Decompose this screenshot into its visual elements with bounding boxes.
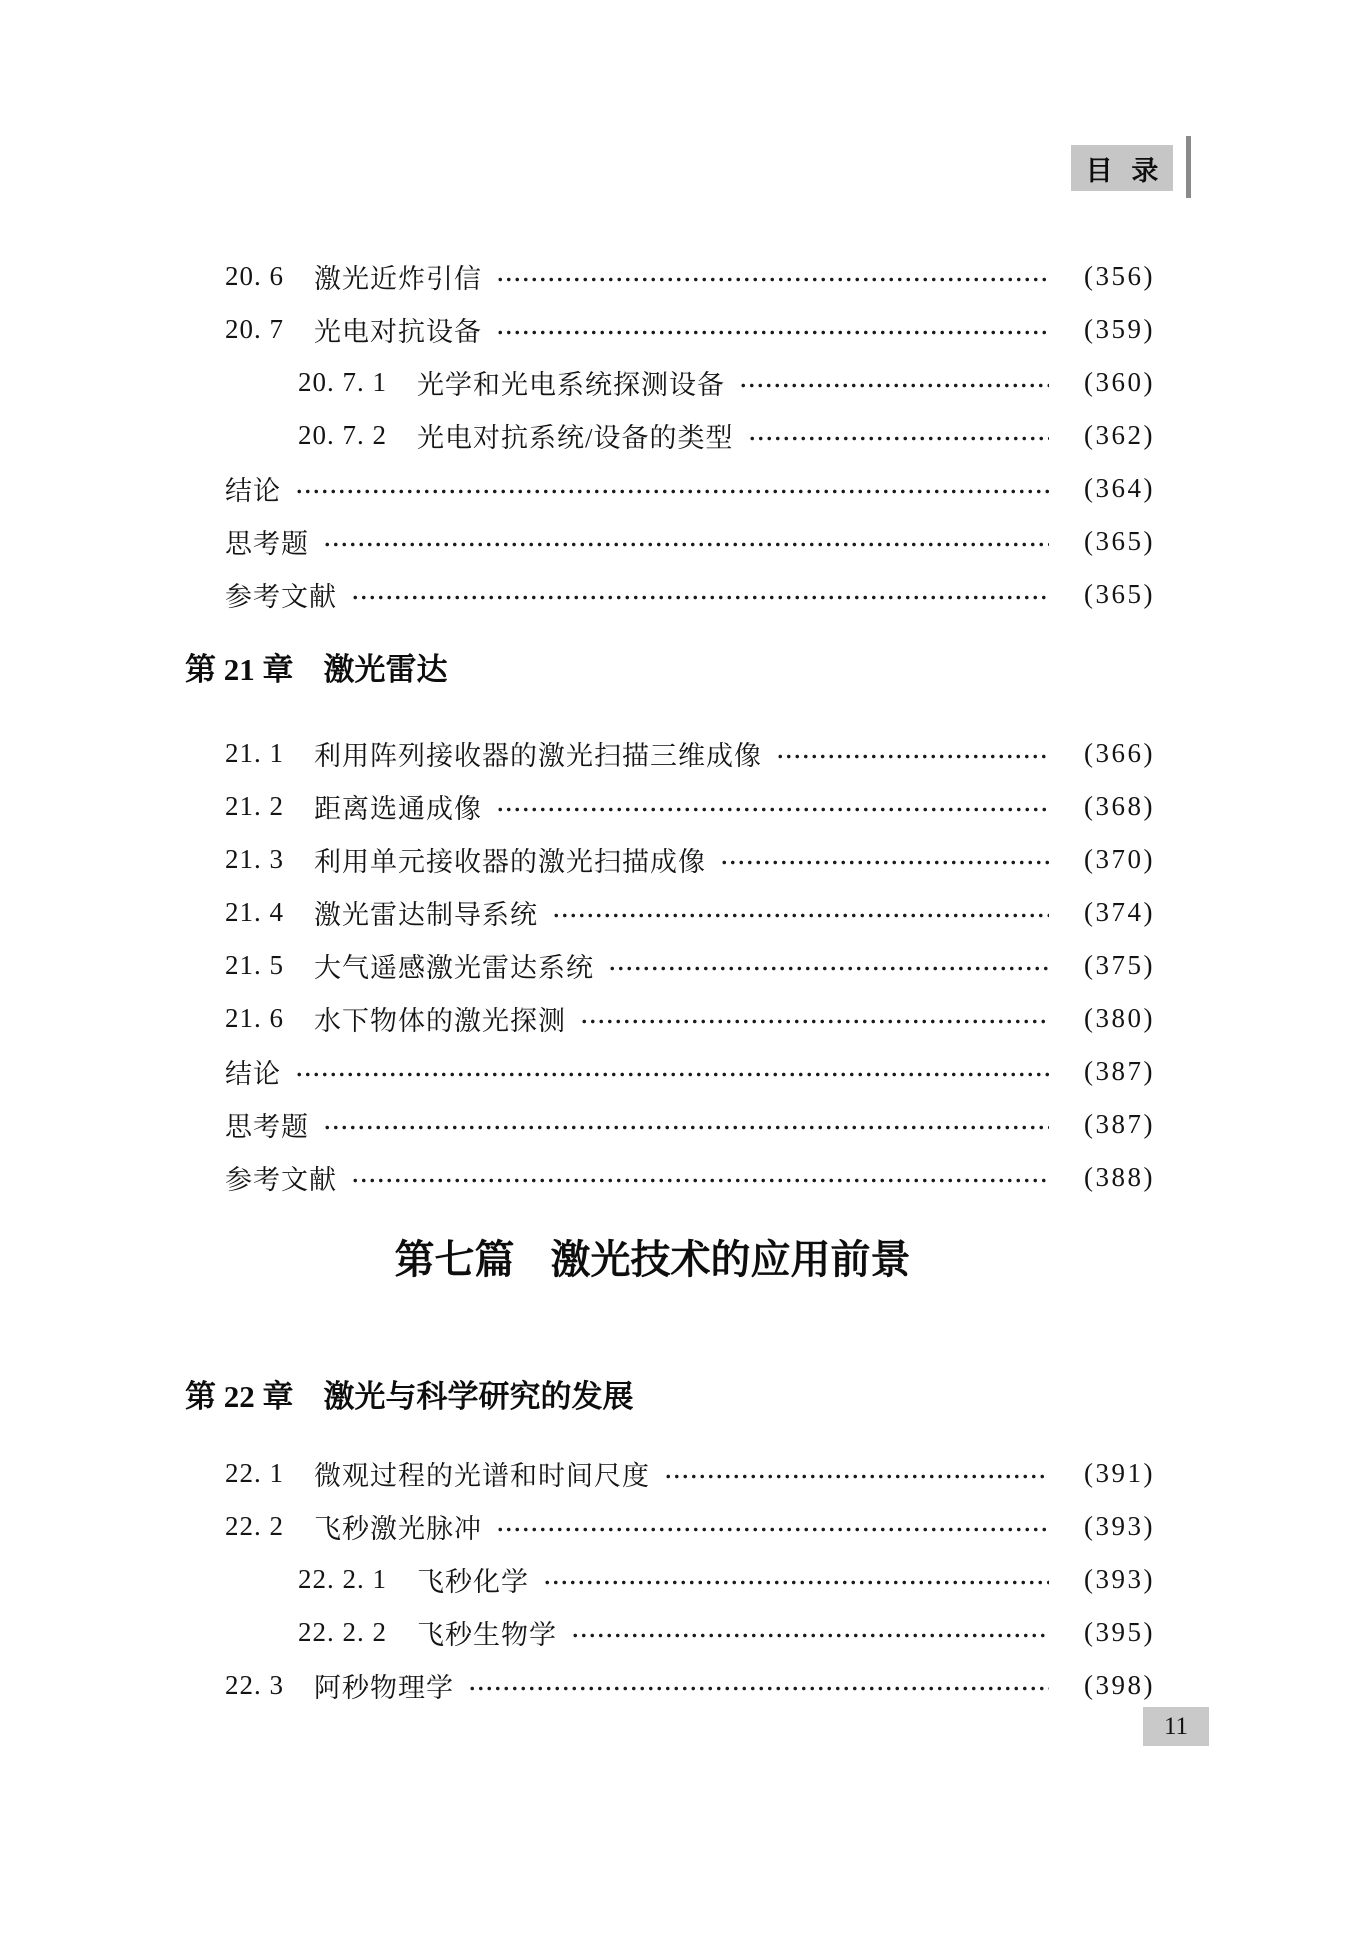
- entry-title: 飞秒激光脉冲: [314, 1514, 482, 1544]
- entry-page-number: (362): [1084, 420, 1155, 450]
- entry-title: 参考文献: [225, 582, 337, 612]
- entry-page-number: (393): [1084, 1564, 1155, 1594]
- toc-entry: [150, 1659, 1155, 1712]
- entry-page-number: (374): [1084, 897, 1155, 927]
- entry-title: 飞秒生物学: [417, 1620, 557, 1650]
- toc-entry: [150, 727, 1155, 780]
- entry-number: 22. 3: [225, 1670, 284, 1700]
- entry-title: 结论: [225, 476, 281, 506]
- entry-page-number: (395): [1084, 1617, 1155, 1647]
- entry-title: 飞秒化学: [417, 1567, 529, 1597]
- dot-leader-line: [351, 1178, 1049, 1183]
- entry-number: 22. 2: [225, 1511, 284, 1541]
- entry-number: 21. 1: [225, 738, 284, 768]
- entry-title: 距离选通成像: [314, 794, 482, 824]
- toc-entry: [150, 568, 1155, 621]
- dot-leader-line: [496, 1527, 1049, 1532]
- chapter-label: 第 21 章: [185, 651, 294, 687]
- chapter-heading: [150, 645, 1155, 687]
- entry-page-number: (365): [1084, 579, 1155, 609]
- entry-number: 20. 7. 2: [298, 420, 387, 450]
- entry-title: 光学和光电系统探测设备: [417, 370, 725, 400]
- dot-leader-line: [351, 595, 1049, 600]
- entry-number: 20. 6: [225, 261, 284, 291]
- entry-title: 思考题: [225, 529, 309, 559]
- entry-title: 光电对抗设备: [314, 317, 482, 347]
- entry-title: 思考题: [225, 1112, 309, 1142]
- toc-entry: [150, 462, 1155, 515]
- entry-number: 20. 7. 1: [298, 367, 387, 397]
- dot-leader-line: [468, 1686, 1049, 1691]
- toc-entry: [150, 780, 1155, 833]
- dot-leader-line: [580, 1019, 1049, 1024]
- entry-number: 21. 5: [225, 950, 284, 980]
- entry-page-number: (398): [1084, 1670, 1155, 1700]
- toc-entry: [150, 992, 1155, 1045]
- chapter-title: 激光与科学研究的发展: [323, 1378, 634, 1414]
- dot-leader-line: [608, 966, 1049, 971]
- toc-entry: [150, 1045, 1155, 1098]
- toc-entry: [150, 515, 1155, 568]
- toc-content: [150, 250, 1155, 1712]
- entry-number: 20. 7: [225, 314, 284, 344]
- entry-number: 21. 4: [225, 897, 284, 927]
- dot-leader-line: [496, 277, 1049, 282]
- dot-leader-line: [323, 542, 1049, 547]
- entry-page-number: (393): [1084, 1511, 1155, 1541]
- entry-title: 水下物体的激光探测: [314, 1006, 566, 1036]
- entry-page-number: (380): [1084, 1003, 1155, 1033]
- entry-title: 利用阵列接收器的激光扫描三维成像: [314, 741, 762, 771]
- entry-title: 参考文献: [225, 1165, 337, 1195]
- dot-leader-line: [720, 860, 1049, 865]
- chapter-label: 第 22 章: [185, 1378, 294, 1414]
- dot-leader-line: [571, 1633, 1049, 1638]
- page-number: 11: [1163, 1712, 1189, 1740]
- dot-leader-line: [496, 807, 1049, 812]
- entry-page-number: (360): [1084, 367, 1155, 397]
- dot-leader-line: [496, 330, 1049, 335]
- entry-page-number: (368): [1084, 791, 1155, 821]
- dot-leader-line: [776, 754, 1049, 759]
- part-label: 第七篇: [394, 1236, 515, 1282]
- toc-entry: [150, 939, 1155, 992]
- entry-number: 21. 3: [225, 844, 284, 874]
- dot-leader-line: [295, 1072, 1049, 1077]
- entry-title: 激光雷达制导系统: [314, 900, 538, 930]
- toc-header-label: 目 录: [1085, 155, 1165, 186]
- toc-entry: [150, 833, 1155, 886]
- part-heading: [150, 1234, 1155, 1282]
- toc-entry: [150, 1447, 1155, 1500]
- dot-leader-line: [295, 489, 1049, 494]
- header-vertical-bar: [1186, 136, 1191, 198]
- toc-entry: [150, 1151, 1155, 1204]
- toc-entry: [150, 1500, 1155, 1553]
- entry-number: 22. 1: [225, 1458, 284, 1488]
- toc-entry: [150, 1098, 1155, 1151]
- toc-entry: [150, 303, 1155, 356]
- toc-entry: [150, 409, 1155, 462]
- chapter-title: 激光雷达: [323, 651, 448, 687]
- entry-page-number: (387): [1084, 1109, 1155, 1139]
- entry-page-number: (370): [1084, 844, 1155, 874]
- toc-entry: [150, 1606, 1155, 1659]
- entry-page-number: (364): [1084, 473, 1155, 503]
- entry-title: 微观过程的光谱和时间尺度: [314, 1461, 650, 1491]
- entry-page-number: (391): [1084, 1458, 1155, 1488]
- entry-number: 21. 6: [225, 1003, 284, 1033]
- entry-page-number: (375): [1084, 950, 1155, 980]
- entry-title: 利用单元接收器的激光扫描成像: [314, 847, 706, 877]
- entry-page-number: (359): [1084, 314, 1155, 344]
- entry-number: 22. 2. 2: [298, 1617, 387, 1647]
- entry-title: 结论: [225, 1059, 281, 1089]
- entry-page-number: (387): [1084, 1056, 1155, 1086]
- entry-title: 激光近炸引信: [314, 264, 482, 294]
- entry-number: 21. 2: [225, 791, 284, 821]
- chapter-heading: [150, 1372, 1155, 1414]
- entry-title: 大气遥感激光雷达系统: [314, 953, 594, 983]
- entry-title: 光电对抗系统/设备的类型: [417, 423, 734, 453]
- dot-leader-line: [552, 913, 1049, 918]
- dot-leader-line: [543, 1580, 1049, 1585]
- dot-leader-line: [664, 1474, 1049, 1479]
- toc-entry: [150, 886, 1155, 939]
- entry-number: 22. 2. 1: [298, 1564, 387, 1594]
- toc-header-tab: [1071, 145, 1173, 191]
- toc-entry: [150, 1553, 1155, 1606]
- entry-page-number: (388): [1084, 1162, 1155, 1192]
- entry-page-number: (365): [1084, 526, 1155, 556]
- dot-leader-line: [739, 383, 1049, 388]
- entry-page-number: (356): [1084, 261, 1155, 291]
- toc-entry: [150, 356, 1155, 409]
- entry-page-number: (366): [1084, 738, 1155, 768]
- dot-leader-line: [323, 1125, 1049, 1130]
- entry-title: 阿秒物理学: [314, 1673, 454, 1703]
- toc-entry: [150, 250, 1155, 303]
- part-title: 激光技术的应用前景: [550, 1236, 911, 1282]
- dot-leader-line: [748, 436, 1049, 441]
- page-number-badge: [1143, 1707, 1209, 1746]
